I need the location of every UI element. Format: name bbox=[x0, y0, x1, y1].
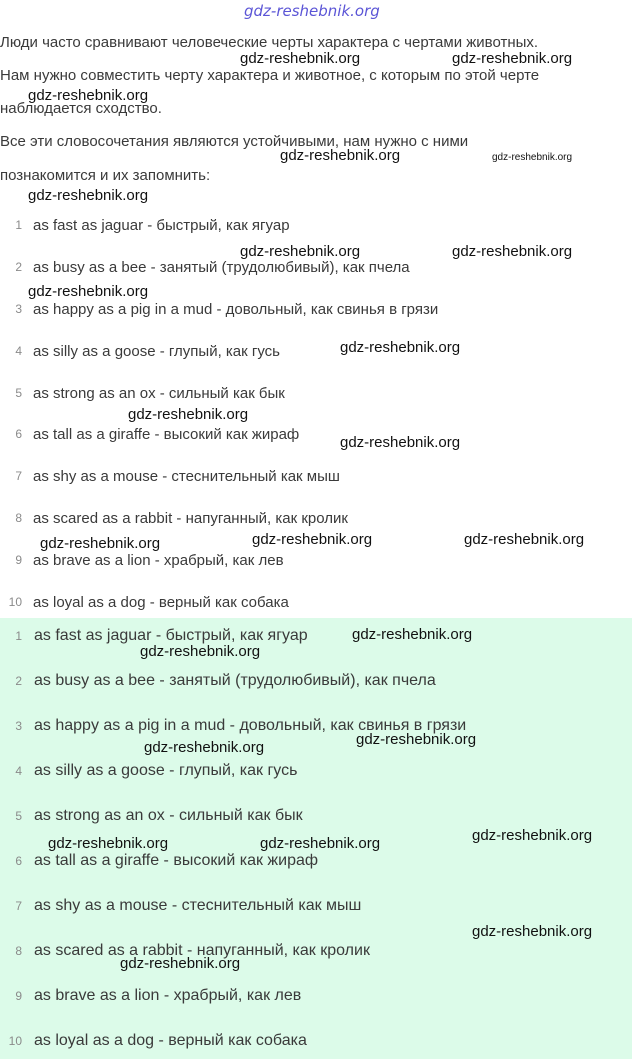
list-item bbox=[0, 804, 303, 828]
item-number: 5 bbox=[15, 809, 22, 823]
watermark: gdz-reshebnik.org bbox=[28, 187, 149, 204]
item-number: 7 bbox=[15, 899, 22, 913]
item-text: as brave as a lion - храбрый, как лев bbox=[34, 987, 302, 1004]
watermark: gdz-reshebnik.org bbox=[120, 955, 241, 972]
list-item bbox=[0, 423, 299, 445]
item-number: 9 bbox=[15, 989, 22, 1003]
watermark: gdz-reshebnik.org bbox=[356, 731, 477, 748]
list-item bbox=[0, 382, 285, 404]
item-number: 3 bbox=[15, 302, 22, 316]
watermark: gdz-reshebnik.org bbox=[472, 827, 593, 844]
watermark: gdz-reshebnik.org bbox=[340, 339, 461, 356]
list-item bbox=[0, 298, 438, 320]
item-number: 1 bbox=[15, 218, 22, 232]
watermark: gdz-reshebnik.org bbox=[492, 152, 573, 163]
item-text: as busy as a bee - занятый (трудолюбивый), как пчела bbox=[33, 258, 410, 276]
list-item bbox=[0, 340, 280, 362]
watermark: gdz-reshebnik.org bbox=[140, 643, 261, 660]
list-item bbox=[0, 1029, 307, 1053]
watermark: gdz-reshebnik.org bbox=[28, 87, 149, 104]
watermark: gdz-reshebnik.org bbox=[472, 923, 593, 940]
item-number: 2 bbox=[15, 260, 22, 274]
item-number: 3 bbox=[15, 719, 22, 733]
item-number: 6 bbox=[15, 854, 22, 868]
watermark: gdz-reshebnik.org bbox=[240, 243, 361, 260]
list-item bbox=[0, 759, 297, 783]
list-item bbox=[0, 465, 340, 487]
item-text: as loyal as a dog - верный как собака bbox=[33, 593, 289, 611]
watermark: gdz-reshebnik.org bbox=[452, 50, 573, 67]
item-number: 4 bbox=[15, 344, 22, 358]
list-item bbox=[0, 507, 348, 529]
item-number: 8 bbox=[15, 944, 22, 958]
watermark: gdz-reshebnik.org bbox=[240, 50, 361, 67]
item-number: 2 bbox=[15, 674, 22, 688]
list-item bbox=[0, 669, 436, 693]
item-text: as silly as a goose - глупый, как гусь bbox=[34, 762, 298, 779]
item-text: as brave as a lion - храбрый, как лев bbox=[33, 551, 284, 569]
item-text: as scared as a rabbit - напуганный, как кролик bbox=[33, 509, 348, 527]
list-item bbox=[0, 591, 289, 613]
item-text: as busy as a bee - занятый (трудолюбивый), как пчела bbox=[34, 672, 436, 689]
item-text: as happy as a pig in a mud - довольный, как свинья в грязи bbox=[33, 300, 439, 318]
watermark: gdz-reshebnik.org bbox=[260, 835, 381, 852]
item-text: as strong as an ox - сильный как бык bbox=[33, 384, 285, 402]
item-text: as scared as a rabbit - напуганный, как кролик bbox=[34, 942, 370, 959]
intro-line-3: наблюдается сходство. bbox=[0, 100, 162, 117]
watermark: gdz-reshebnik.org bbox=[452, 243, 573, 260]
item-number: 7 bbox=[15, 469, 22, 483]
list-item bbox=[0, 549, 284, 571]
item-number: 5 bbox=[15, 386, 22, 400]
watermark: gdz-reshebnik.org bbox=[128, 406, 249, 423]
list-item bbox=[0, 894, 361, 918]
header-watermark: gdz-reshebnik.org bbox=[244, 2, 380, 20]
item-text: as fast as jaguar - быстрый, как ягуар bbox=[34, 627, 308, 644]
item-number: 4 bbox=[15, 764, 22, 778]
intro-line-4: Все эти словосочетания являются устойчивыми, нам нужно с ними bbox=[0, 133, 469, 150]
watermark: gdz-reshebnik.org bbox=[28, 283, 149, 300]
watermark: gdz-reshebnik.org bbox=[464, 531, 585, 548]
watermark: gdz-reshebnik.org bbox=[340, 434, 461, 451]
watermark: gdz-reshebnik.org bbox=[40, 535, 161, 552]
item-text: as fast as jaguar - быстрый, как ягуар bbox=[33, 216, 290, 234]
intro-line-1: Люди часто сравнивают человеческие черты характера с чертами животных. bbox=[0, 34, 539, 51]
watermark: gdz-reshebnik.org bbox=[48, 835, 169, 852]
item-text: as silly as a goose - глупый, как гусь bbox=[33, 342, 280, 360]
watermark: gdz-reshebnik.org bbox=[352, 626, 473, 643]
item-number: 9 bbox=[15, 553, 22, 567]
intro-line-2: Нам нужно совместить черту характера и животное, с которым по этой черте bbox=[0, 67, 540, 84]
item-number: 10 bbox=[8, 1034, 22, 1048]
watermark: gdz-reshebnik.org bbox=[280, 147, 401, 164]
item-text: as tall as a giraffe - высокий как жираф bbox=[33, 425, 300, 443]
item-number: 1 bbox=[15, 629, 22, 643]
watermark: gdz-reshebnik.org bbox=[252, 531, 373, 548]
list-item bbox=[0, 984, 301, 1008]
item-text: as tall as a giraffe - высокий как жираф bbox=[34, 852, 319, 869]
item-text: as shy as a mouse - стеснительный как мыш bbox=[33, 467, 340, 485]
list-item bbox=[0, 214, 290, 236]
item-number: 8 bbox=[15, 511, 22, 525]
item-text: as loyal as a dog - верный как собака bbox=[34, 1032, 307, 1049]
item-text: as shy as a mouse - стеснительный как мыш bbox=[34, 897, 362, 914]
item-number: 10 bbox=[8, 595, 22, 609]
item-number: 6 bbox=[15, 427, 22, 441]
watermark: gdz-reshebnik.org bbox=[144, 739, 265, 756]
item-text: as happy as a pig in a mud - довольный, как свинья в грязи bbox=[34, 717, 467, 734]
item-text: as strong as an ox - сильный как бык bbox=[34, 807, 303, 824]
list-item bbox=[0, 849, 318, 873]
intro-line-5: познакомится и их запомнить: bbox=[0, 167, 211, 184]
